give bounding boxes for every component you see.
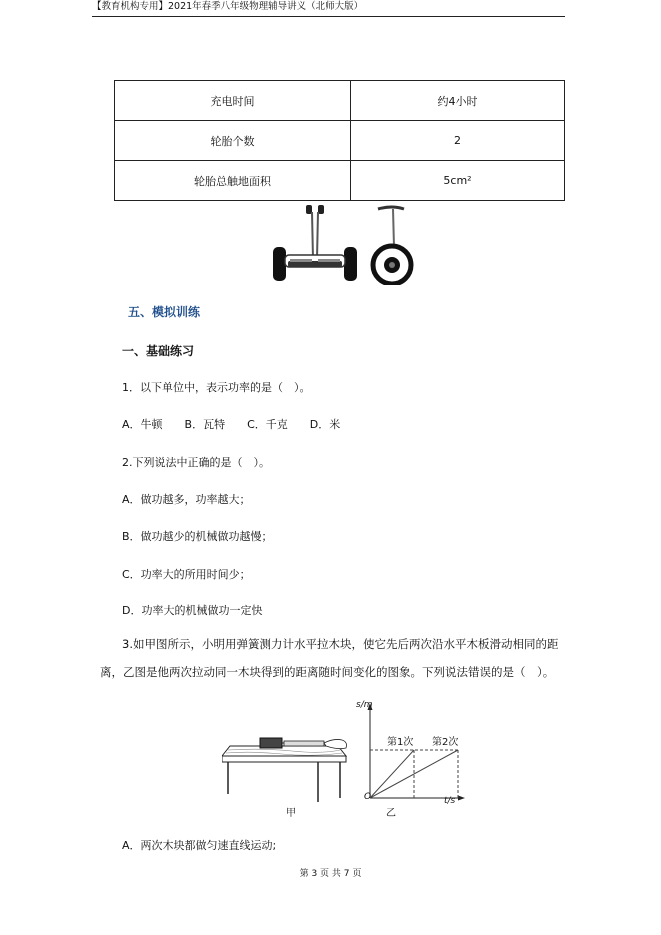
question-3-line2: 离，乙图是他两次拉动同一木块得到的距离随时间变化的图象。下列说法错误的是（ ）。 [100, 665, 555, 679]
question-2-option-b: B．做功越少的机械做功越慢； [122, 530, 273, 543]
scooter-front-image [270, 203, 360, 285]
table-cell-value: 5cm² [351, 161, 565, 201]
origin-label: O [364, 792, 372, 802]
figure-jia-image [222, 732, 352, 804]
line-1-label: 第1次 [387, 737, 414, 748]
figure-yi-graph [358, 700, 468, 810]
question-2-stem: 2.下列说法中正确的是（ ）。 [122, 456, 270, 469]
axis-s-label: s/m [356, 700, 373, 710]
line-2-label: 第2次 [432, 737, 459, 748]
question-1-options: A．牛顿 B．瓦特 C．千克 D．米 [122, 418, 341, 431]
table-row [115, 81, 565, 121]
table-cell-label: 充电时间 [115, 81, 351, 121]
question-2-option-d: D．功率大的机械做功一定快 [122, 604, 263, 617]
page-header: 【教育机构专用】2021年春季八年级物理辅导讲义（北师大版） [92, 0, 565, 17]
table-cell-label: 轮胎个数 [115, 121, 351, 161]
table-row [115, 161, 565, 201]
axis-t-label: t/s [444, 796, 456, 806]
spec-table [114, 80, 565, 201]
table-cell-value: 约4小时 [351, 81, 565, 121]
table-row [115, 121, 565, 161]
table-cell-label: 轮胎总触地面积 [115, 161, 351, 201]
page-footer: 第 3 页 共 7 页 [299, 869, 362, 879]
question-3-line1: 3.如甲图所示，小明用弹簧测力计水平拉木块，使它先后两次沿水平木板滑动相同的距 [122, 637, 559, 651]
question-2-option-c: C．功率大的所用时间少； [122, 568, 251, 581]
table-cell-value: 2 [351, 121, 565, 161]
figure-yi-label: 乙 [386, 808, 396, 819]
question-1-stem: 1．以下单位中，表示功率的是（ ）。 [122, 381, 311, 394]
scooter-side-image [368, 203, 416, 285]
figure-jia-label: 甲 [286, 808, 296, 819]
question-3-stem [100, 630, 568, 686]
question-2-option-a: A．做功越多，功率越大； [122, 493, 251, 506]
subsection-title: 一、基础练习 [122, 344, 195, 358]
section-title: 五、模拟训练 [128, 305, 201, 319]
question-3-option-a: A．两次木块都做匀速直线运动; [122, 839, 277, 852]
